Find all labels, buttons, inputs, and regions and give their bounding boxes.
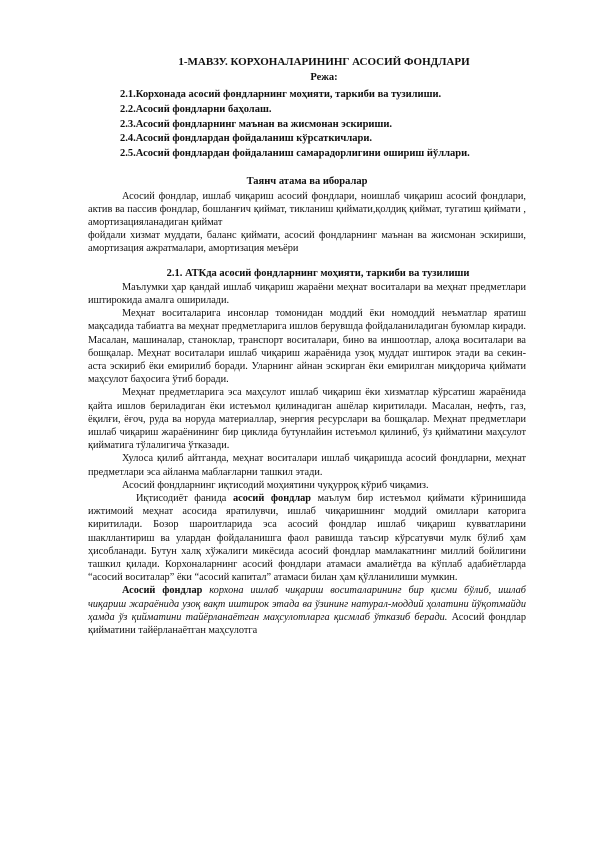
plan-item: 2.3.Асосий фондларнинг маънан ва жисмонан эскириши. [120,118,393,130]
paragraph: Меҳнат предметларига эса маҳсулот ишлаб чиқариш ёки хизматлар кўрсатиш жараёнида қайта ишлов бериладиган ёки истеъмол қилинадиган ашёлар киритилади. Масалан, нефть, газ, ёқилғи, ёғоч, руда ва норуда материаллар, энергия ресурслари ва бошқалар. Меҳнат предметлари ишлаб чиқариш жараёнининг бир циклида бутунлайин истеъмол қилиниб, ўз қийматини маҳсулот қийматига тўлалигича ўтказади. [88,387,526,452]
paragraph [88,584,526,637]
term-highlight: Асосий фондлар [122,585,203,597]
paragraph [88,492,526,584]
plan-item: 2.5.Асосий фондлардан фойдаланиш самарадорлигини ошириш йўллари. [120,147,470,159]
paragraph: Маълумки ҳар қандай ишлаб чиқариш жараёни меҳнат воситалари ва меҳнат предметлари иштирокида амалга оширилади. [88,281,526,306]
document-page [88,56,526,637]
paragraph: Меҳнат воситаларига инсонлар томонидан моддий ёки номоддий неъматлар яратиш мақсадида табиатга ва меҳнат предметларига ишлов берувшда фойдаланиладиган буюмлар киради. Масалан, машиналар, станоклар, транспорт воситалари, бино ва иншоотлар, алоқа воситалари ва бошқалар. Меҳнат воситалари ишлаб чиқариш жараёнида узоқ муддат иштирок этади ва секин-аста эскириб ёки емирилиб боради. Уларнинг айнан эскирган ёки емирилган миқдорича қиймати маҳсулот баҳосига ўтиб боради. [88,308,526,386]
plan-item: 2.2.Асосий фондларни баҳолаш. [120,104,272,115]
plan-item: 2.1.Корхонада асосий фондларнинг моҳияти, таркиби ва тузилиши. [120,89,442,101]
section-heading: 2.1. АТКда асосий фондларнинг моҳияти, таркиби ва тузилиши [166,267,470,279]
paragraph-text: Асосий фондлар қийматини тайёрланаётган маҳсулотга [88,611,526,637]
paragraph: Хулоса қилиб айтганда, меҳнат воситалари ишлаб чиқаришда асосий фондларни, меҳнат предметлари эса айланма маблағларни ташкил этади. [88,453,526,478]
paragraph: Асосий фондларнинг иқтисодий моҳиятини чуқурроқ кўриб чиқамиз. [122,479,429,491]
definition-text: корхона ишлаб чиқариш воситаларининг бир қисми бўлиб, ишлаб чиқариш жараёнида узоқ вақт иштирок этада ва ўзининг натурал-моддий ҳолатини йўқотмайди ҳамда ўз қийматини тайёрланаётган маҳсулотларга қисмлаб ўтказиб беради. [88,585,526,623]
document-title: 1-МАВЗУ. КОРХОНАЛАРИНИНГ АСОСИЙ ФОНДЛАРИ [178,56,470,68]
paragraph-text: маълум бир истеъмол қиймати кўринишида ижтимоий меҳнат асосида яратилувчи, ишлаб чиқаришнинг моддий омиллари каторига киритилади. Бозор шароитларида эса асосий фондлар ишлаб чиқариш кувватларини шакллантириш ва улардан фойдаланишга фаол равишда таъсир кўрсатувчи мулк бўлиб ҳам ҳисобланади. Бутун халқ хўжалиги микёсида асосий фондлар мамлакатнинг миллий бойлигини ташкил қилади. Корхоналарнинг асосий фондлари атамаси амалиётда ва кўплаб адабиётларда “асосий воситалар” ёки “асосий капитал” атамаси билан ҳам қўлланилиши мумкин. [88,493,526,584]
plan-label: Режа: [310,72,338,84]
term-highlight: асосий фондлар [233,493,311,505]
key-terms-line: фойдали хизмат муддати, баланс қиймати, асосий фондларнинг маънан ва жисмонан эскириши, амортизация ажратмалари, амортизация меъёри [88,230,526,255]
key-terms-line: Асосий фондлар, ишлаб чиқариш асосий фондлари, ноишлаб чиқариш асосий фондлари, актив ва пассив фондлар, бошланғич қиймат, тикланиш қиймати,қолдиқ қиймат, тугатиш қиймати , амортизацияланадиган қиймат [88,190,526,228]
paragraph-text: Иқтисодиёт фанида [136,493,233,505]
key-terms-heading: Таянч атама ва иборалар [246,176,368,188]
plan-list [88,88,526,161]
plan-item: 2.4.Асосий фондлардан фойдаланиш кўрсаткичлари. [120,133,373,145]
